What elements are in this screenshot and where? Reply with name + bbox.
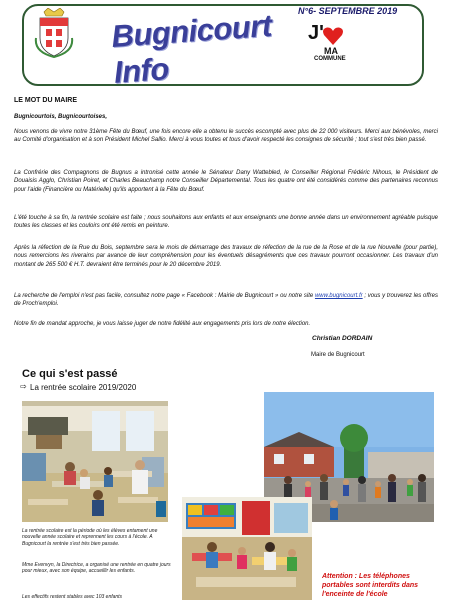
jaime-ma-commune-logo [308, 24, 352, 70]
mayor-word-heading: LE MOT DU MAIRE [14, 97, 77, 104]
paragraph-travaux: Après la réfection de la Rue du Bois, septembre sera le mois de démarrage des travaux de réfection de la rue de la Rose et de la rue Nouvelle (pour partie), nous remercions les riverains par avance de leur compréhension pour les éventuels désagréments que ces travaux pourront occasionner. Les travaux d'un montant de 265 500 € H.T. devraient être terminés pour le 20 décembre 2019. [14, 245, 438, 268]
subsection-heading: La rentrée scolaire 2019/2020 [30, 383, 137, 392]
paragraph-rentree: L'été touche à sa fin, la rentrée scolaire est faite ; nous souhaitons aux enfants et aux enseignants une bonne année dans un environnement agréable puisque toutes les classes et les couloirs ont été remis en peinture. [14, 215, 438, 230]
signature-role: Maire de Bugnicourt [311, 352, 365, 358]
paragraph-confrerie: La Confrérie des Compagnons de Bugnus a intronisé cette année le Sénateur Dany Wattebled, le Conseiller Régional Frédéric Nihous, le Président de Douaisis Agglo, Christian Poiret, et Charles Beauchamp notre Conseiller Départemental. Tous les quatre ont été considérés comme des partenaires reconnus pour l'aide (Financière ou Matérielle) qu'ils apportent à la Fête du Bœuf. [14, 170, 438, 193]
caption-effectifs: Les effectifs restent stables avec 103 enfants [22, 594, 123, 600]
caption-directrice: Mme Evenvyn, la Directrice, a organisé une rentrée en quatre jours pour mieux, avec son équipe, accueillir les enfants. [22, 562, 171, 575]
classroom-photo [22, 401, 168, 522]
signature-name: Christian DORDAIN [312, 335, 373, 342]
emploi-text-b: ; vous y trouverez les offres de Proch'emploi. [14, 293, 439, 308]
caption-rentree: La rentrée scolaire est la période où les élèves entament une nouvelle année scolaire et reprennent les cours à l'école. A Bugnicourt la rentrée s'est très bien passée. [22, 528, 158, 547]
newsletter-title: Bugnicourt Info [110, 7, 273, 90]
paragraph-mandat: Notre fin de mandat approche, je vous laisse juger de notre fidélité aux engagements pris lors de notre élection. [14, 321, 311, 327]
issue-number: N°6- SEPTEMBRE 2019 [298, 6, 398, 16]
logo-j: J' [308, 22, 324, 44]
phone-warning: Attention : Les téléphones portables sont interdits dans l'enceinte de l'école [322, 573, 419, 598]
town-crest-icon [34, 8, 74, 58]
paragraph-fete: Nous venons de vivre notre 31ème Fête du Bœuf, une fois encore elle a obtenu le succès escompté avec plus de 22 000 visiteurs. Merci aux bénévoles, merci au Comité d'organisation et à son Président Michel Sallio. Merci à vous toutes et tous d'avoir respecté les consignes de sécurité ; tout s'est très bien passé. [14, 129, 438, 144]
emploi-text-a: La recherche de l'emploi n'est pas facile, consultez notre page « Facebook : Mairie de Bugnicourt » ou notre site [14, 293, 314, 299]
paragraph-emploi [14, 292, 438, 309]
heart-icon [322, 26, 344, 46]
arrow-right-icon: ⇨ [20, 382, 27, 391]
section-heading: Ce qui s'est passé [22, 368, 118, 380]
logo-commune: COMMUNE [314, 56, 346, 62]
logo-ma: MA [324, 46, 338, 56]
greeting: Bugnicourtois, Bugnicourtoises, [14, 114, 108, 120]
playroom-photo [182, 497, 312, 600]
website-link[interactable]: www.bugnicourt.fr [314, 293, 363, 299]
